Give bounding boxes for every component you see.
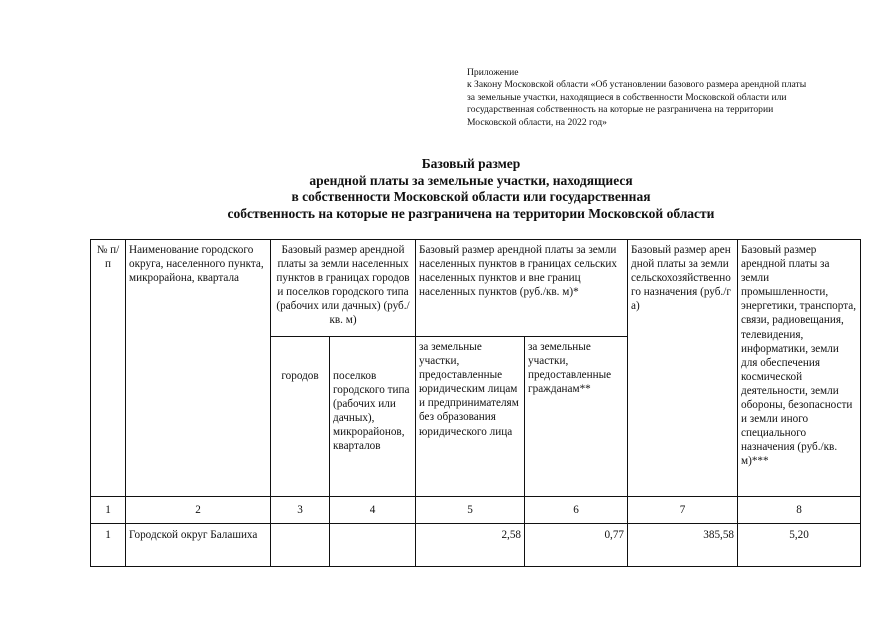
title-line: собственность на которые не разграничена на территории Московской области bbox=[227, 205, 715, 221]
column-number: 6 bbox=[525, 497, 628, 524]
rent-rates-table bbox=[90, 239, 861, 567]
column-number: 3 bbox=[271, 497, 330, 524]
appendix-line: Московской области, на 2022 год» bbox=[467, 116, 607, 128]
rate-legal-entities: 2,58 bbox=[416, 524, 525, 567]
column-number: 1 bbox=[91, 497, 126, 524]
column-number: 8 bbox=[738, 497, 861, 524]
rate-towns bbox=[271, 524, 330, 567]
appendix-line: к Закону Московской области «Об установлении базового размера арендной платы bbox=[467, 79, 807, 91]
table-row bbox=[91, 524, 861, 567]
header-group-towns: Базовый размер арендной платы за земли населенных пунктов в границах городов и поселков городского типа (рабочих или дачных) (руб./кв. м) bbox=[271, 240, 416, 337]
header-industrial: Базовый размер арендной платы за земли промышленности, энергетики, транспорта, связи, радиовещания, телевидения, информатики, земли для обеспечения космической деятельности, земли обороны, безопасности и земли иного специального назначения (руб./кв. м)*** bbox=[738, 240, 861, 497]
column-number: 7 bbox=[628, 497, 738, 524]
appendix-line: государственная собственность на которые не разграничена на территории bbox=[467, 104, 774, 116]
appendix-line: Приложение bbox=[467, 67, 519, 78]
document-title bbox=[90, 156, 852, 222]
column-number: 5 bbox=[416, 497, 525, 524]
appendix-line: за земельные участки, находящиеся в собственности Московской области или bbox=[467, 91, 787, 103]
row-number: 1 bbox=[91, 524, 126, 567]
header-settlements: поселков городского типа (рабочих или дачных), микрорайонов, кварталов bbox=[330, 337, 416, 497]
rate-industrial: 5,20 bbox=[738, 524, 861, 567]
column-number-row bbox=[91, 497, 861, 524]
rate-agricultural: 385,58 bbox=[628, 524, 738, 567]
column-number: 4 bbox=[330, 497, 416, 524]
header-legal-entities: за земельные участки, предоставленные юридическим лицам и предпринимателям без образования юридического лица bbox=[416, 337, 525, 497]
title-line: арендной платы за земельные участки, находящиеся bbox=[309, 172, 633, 188]
rate-citizens: 0,77 bbox=[525, 524, 628, 567]
header-towns: городов bbox=[271, 337, 330, 497]
header-name: Наименование городского округа, населенного пункта, микрорайона, квартала bbox=[126, 240, 271, 497]
header-citizens: за земельные участки, предоставленные гражданам** bbox=[525, 337, 628, 497]
header-row-number: № п/п bbox=[91, 240, 126, 497]
municipality-name: Городской округ Балашиха bbox=[126, 524, 271, 567]
header-agricultural: Базовый размер арендной платы за земли сельскохозяйственного назначения (руб./га) bbox=[628, 240, 738, 497]
title-line: в собственности Московской области или государственная bbox=[291, 189, 651, 205]
column-number: 2 bbox=[126, 497, 271, 524]
appendix-reference bbox=[467, 67, 867, 129]
title-line: Базовый размер bbox=[421, 156, 521, 171]
rate-settlements bbox=[330, 524, 416, 567]
header-group-rural: Базовый размер арендной платы за земли населенных пунктов в границах сельских населенных пунктов и вне границ населенных пунктов (руб./кв. м)* bbox=[416, 240, 628, 337]
